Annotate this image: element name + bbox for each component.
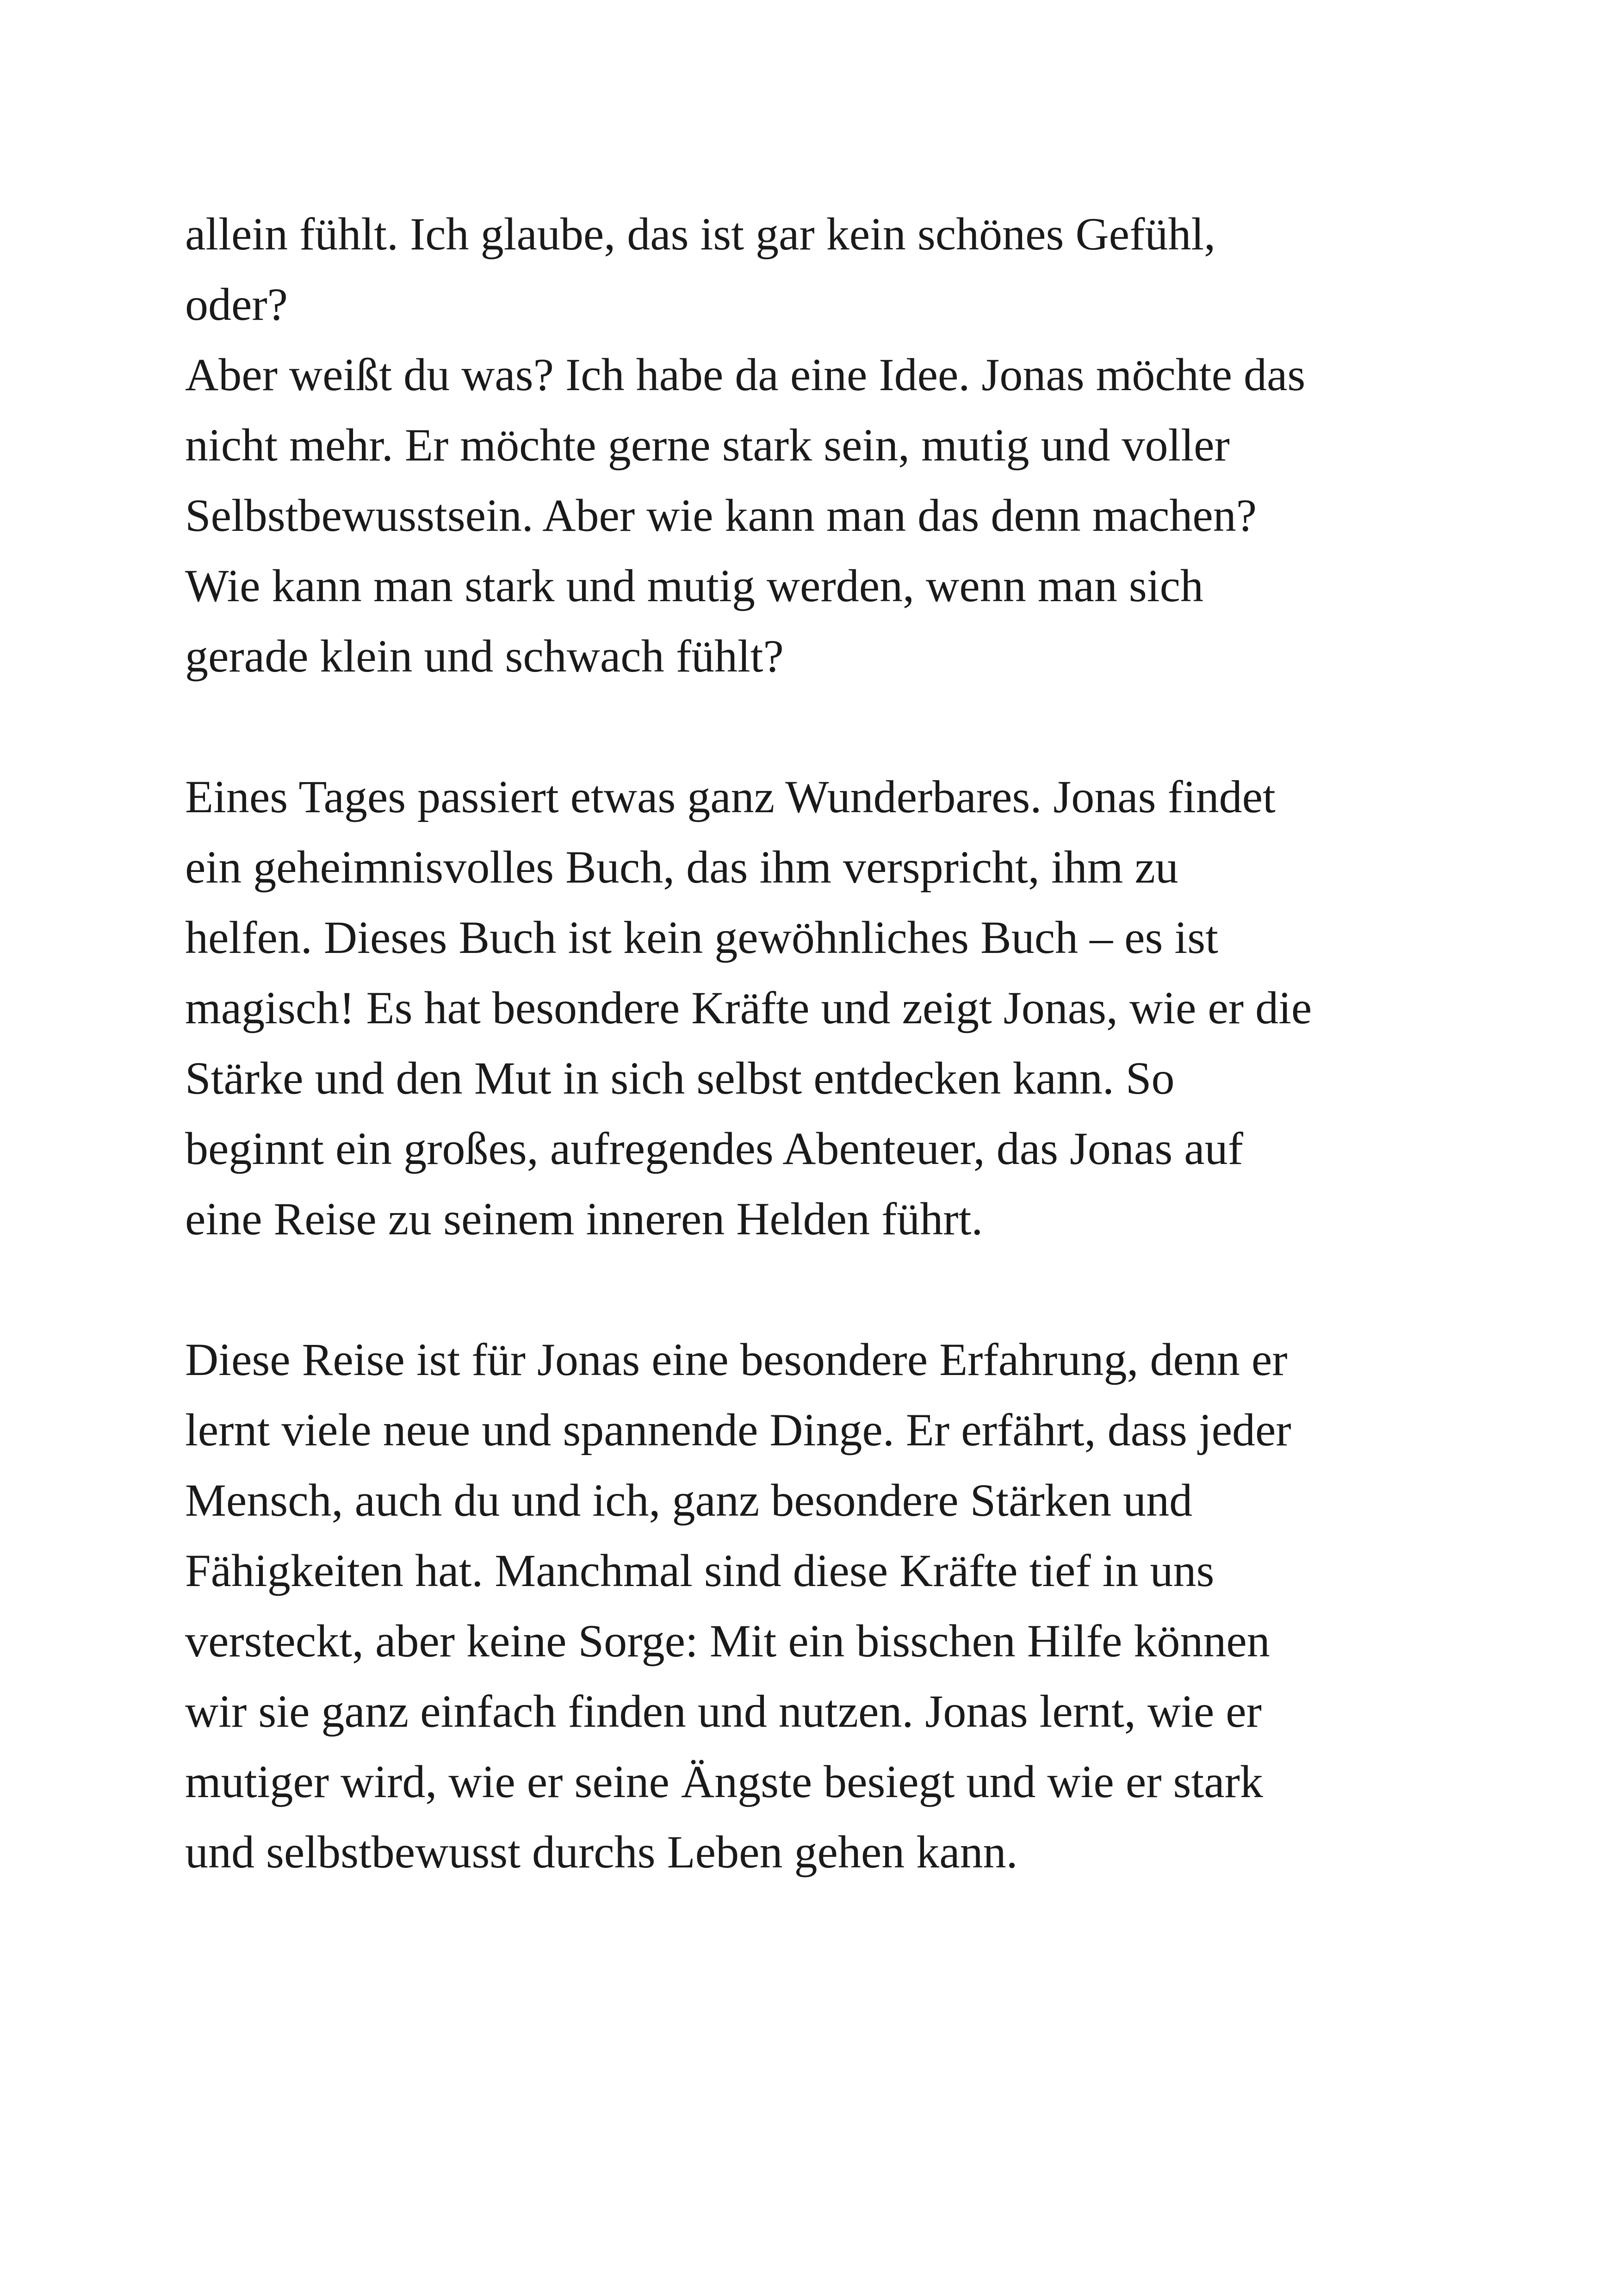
text-line: ein geheimnisvolles Buch, das ihm verspricht, ihm zu <box>185 841 1178 893</box>
text-line: Selbstbewusstsein. Aber wie kann man das denn machen? <box>185 490 1257 541</box>
paragraph-2 <box>185 340 1471 691</box>
text-line: mutiger wird, wie er seine Ängste besiegt und wie er stark <box>185 1756 1263 1807</box>
text-line: helfen. Dieses Buch ist kein gewöhnliches Buch – es ist <box>185 912 1218 963</box>
text-line: Mensch, auch du und ich, ganz besondere Stärken und <box>185 1475 1193 1526</box>
paragraph-4 <box>185 1325 1471 1887</box>
text-line: allein fühlt. Ich glaube, das ist gar kein schönes Gefühl, <box>185 208 1216 260</box>
text-line: beginnt ein großes, aufregendes Abenteuer, das Jonas auf <box>185 1123 1243 1174</box>
text-line: gerade klein und schwach fühlt? <box>185 630 784 682</box>
text-line: Diese Reise ist für Jonas eine besondere Erfahrung, denn er <box>185 1334 1288 1385</box>
body-text <box>185 199 1471 1887</box>
paragraph-spacer <box>185 691 1471 762</box>
text-line: magisch! Es hat besondere Kräfte und zeigt Jonas, wie er die <box>185 982 1312 1033</box>
text-line: Wie kann man stark und mutig werden, wenn man sich <box>185 560 1203 611</box>
paragraph-3 <box>185 762 1471 1254</box>
paragraph-1 <box>185 199 1471 340</box>
text-line: Fähigkeiten hat. Manchmal sind diese Kräfte tief in uns <box>185 1545 1215 1596</box>
text-line: Stärke und den Mut in sich selbst entdecken kann. So <box>185 1052 1175 1104</box>
text-line: oder? <box>185 279 288 330</box>
text-line: versteckt, aber keine Sorge: Mit ein bisschen Hilfe können <box>185 1615 1270 1667</box>
text-line: Eines Tages passiert etwas ganz Wunderbares. Jonas findet <box>185 771 1276 822</box>
text-line: und selbstbewusst durchs Leben gehen kann. <box>185 1826 1018 1878</box>
text-line: nicht mehr. Er möchte gerne stark sein, mutig und voller <box>185 419 1230 471</box>
text-line: Aber weißt du was? Ich habe da eine Idee. Jonas möchte das <box>185 349 1306 400</box>
text-line: wir sie ganz einfach finden und nutzen. Jonas lernt, wie er <box>185 1686 1262 1737</box>
paragraph-spacer <box>185 1254 1471 1325</box>
text-line: lernt viele neue und spannende Dinge. Er erfährt, dass jeder <box>185 1404 1291 1456</box>
text-line: eine Reise zu seinem inneren Helden führt. <box>185 1193 983 1244</box>
